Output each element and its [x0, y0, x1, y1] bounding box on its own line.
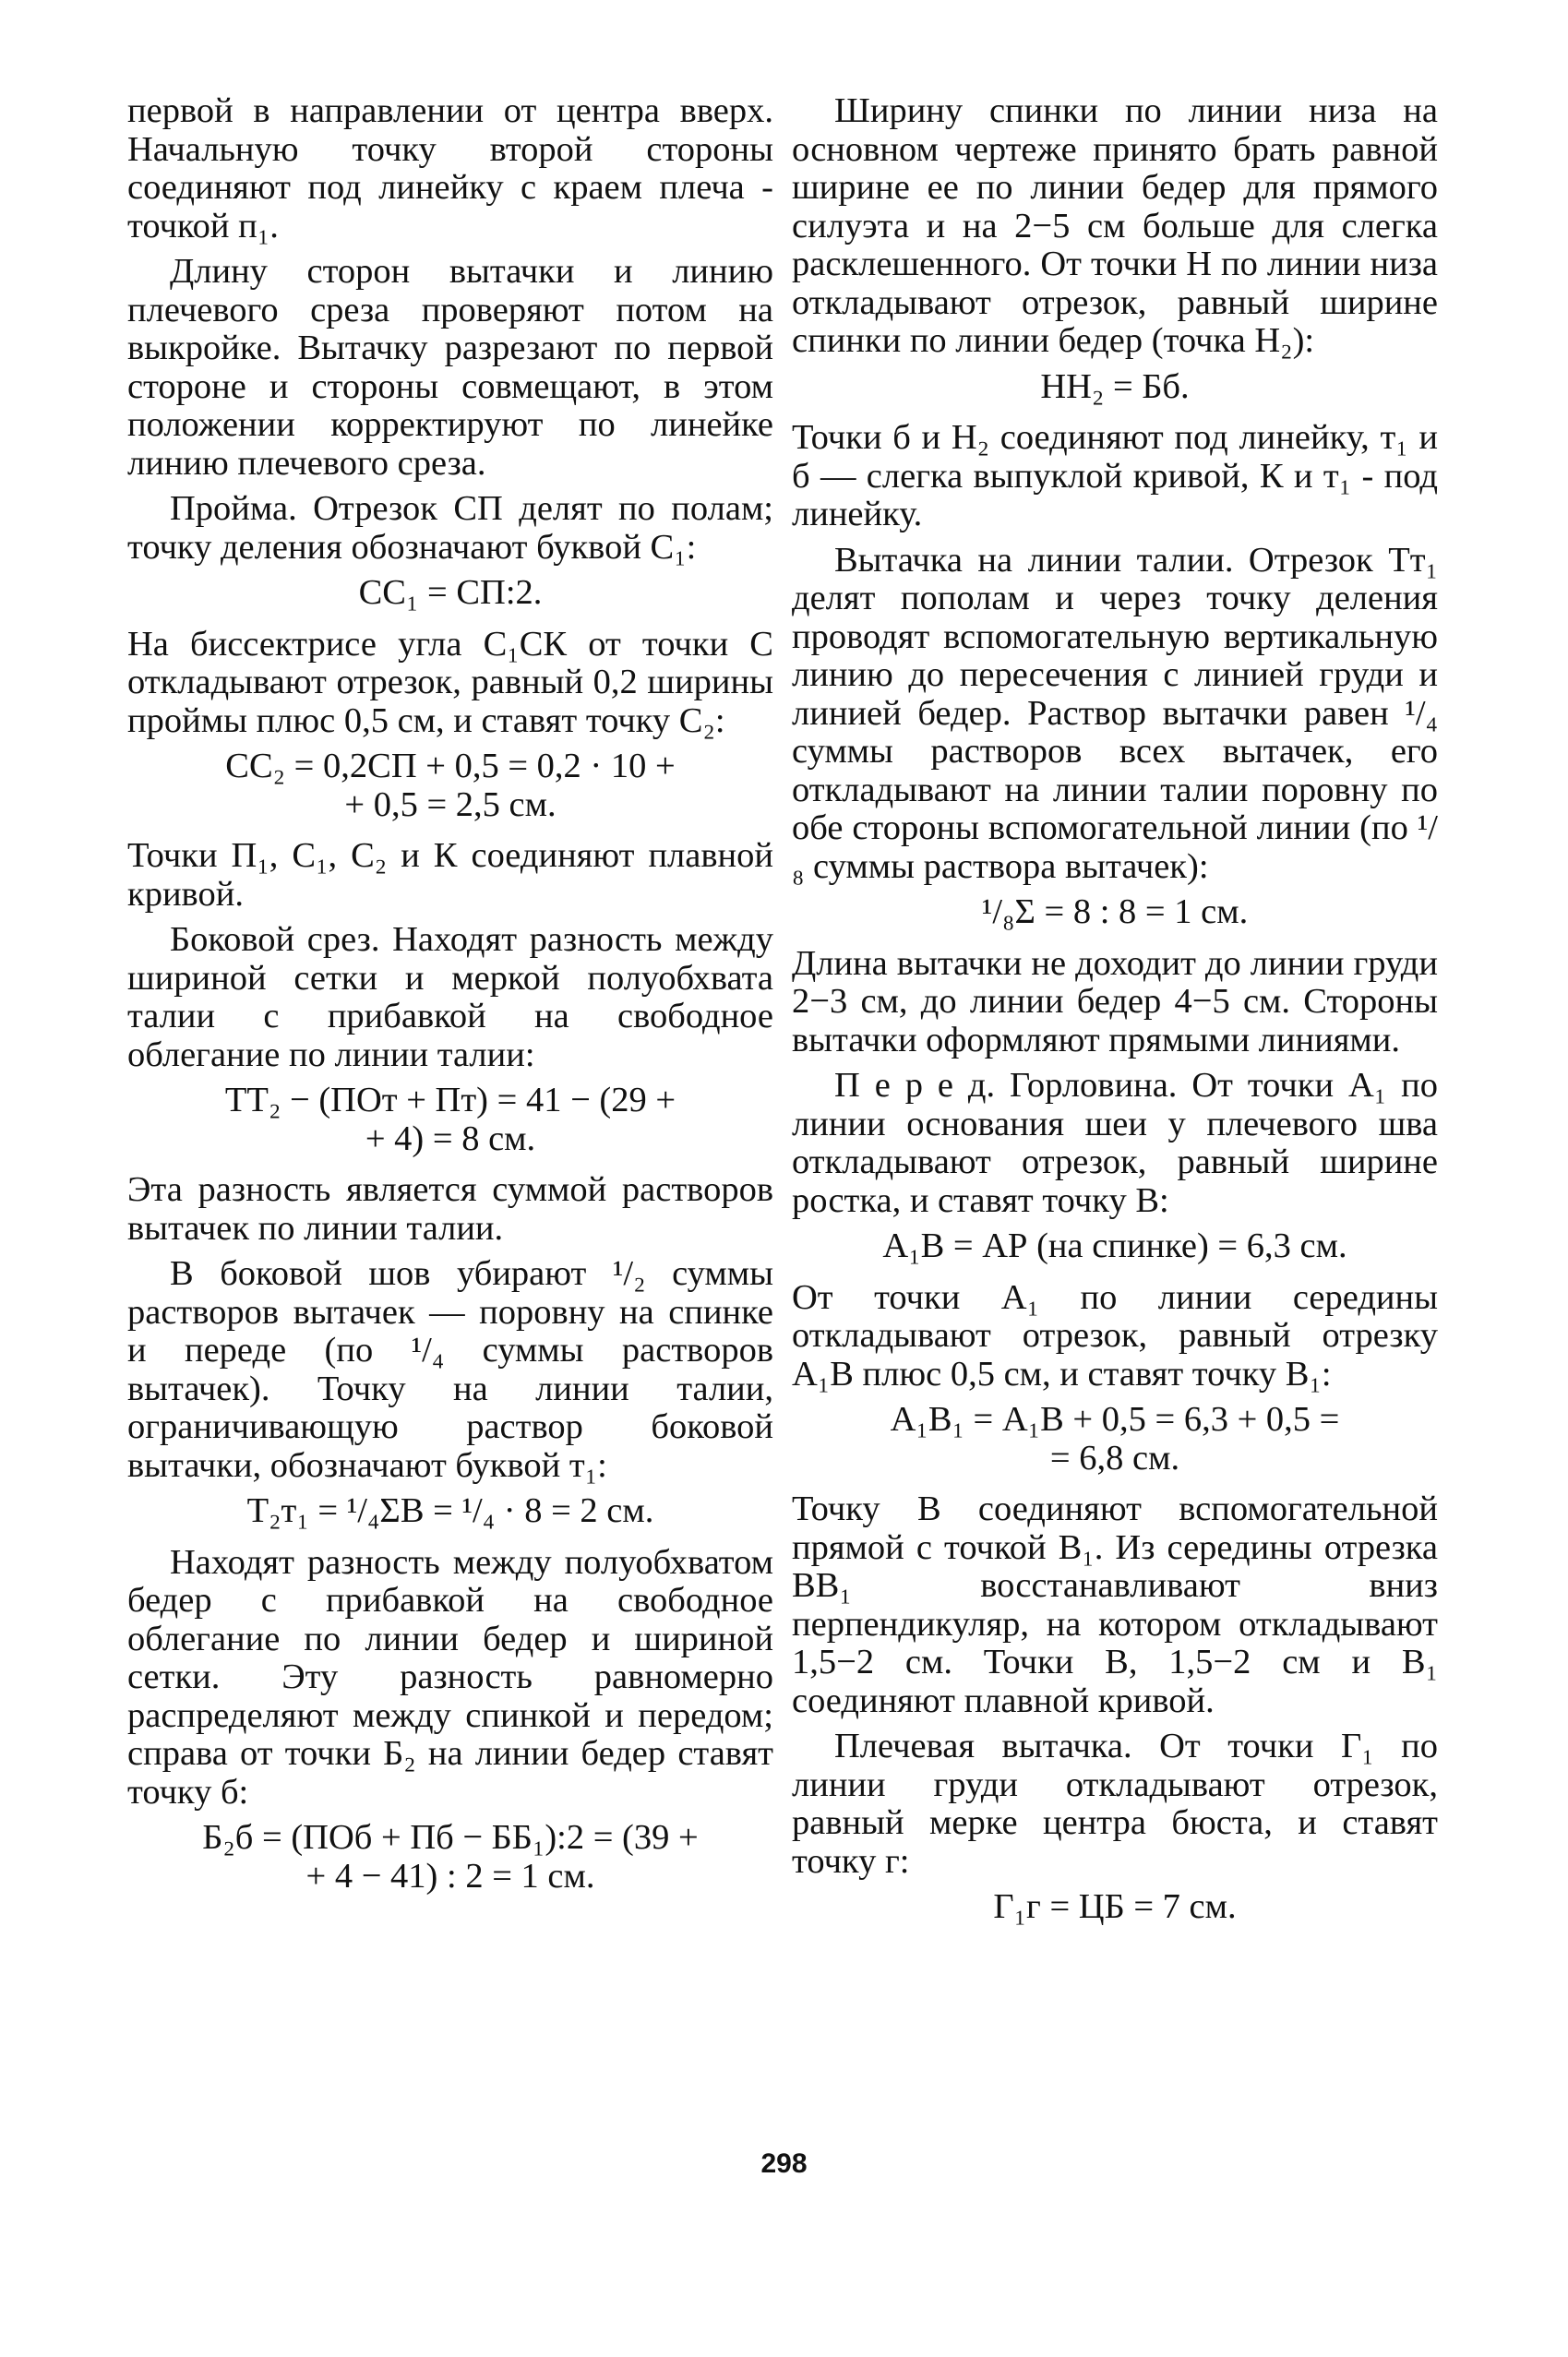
- formula: Б₂б = (ПОб + Пб − ББ₁):2 = (39 + + 4 − 41) : 2 = 1 см.: [202, 1818, 699, 1896]
- paragraph-vytachka-talii: Вытачка на линии талии. Отрезок Тт₁ делят пополам и через точку деления проводят вспомогательную вертикальную линию до пересечения с линией груди и линией бедер. Раствор вытачки равен ¹/₄ суммы растворов всех вытачек, его откладывают на линии талии поровну по обе стороны вспомогательной линии (по ¹/₈ суммы раствора вытачек):: [792, 540, 1438, 886]
- paragraph: Точки б и Н₂ соединяют под линейку, т₁ и б — слегка выпуклой кривой, К и т₁ - под линейку.: [792, 418, 1438, 533]
- right-column: [792, 92, 1438, 1940]
- paragraph: В боковой шов убирают ¹/₂ суммы растворов вытачек — поровну на спинке и переде (по ¹/₄ суммы растворов вытачек). Точку на линии талии, ограничивающую раствор боковой вытачки, обозначают буквой т₁:: [127, 1254, 773, 1485]
- formula: СС₂ = 0,2СП + 0,5 = 0,2 · 10 + + 0,5 = 2,5 см.: [225, 747, 676, 824]
- formula: А₁В = АР (на спинке) = 6,3 см.: [882, 1226, 1347, 1265]
- paragraph: От точки А₁ по линии середины откладывают отрезок, равный отрезку А₁В плюс 0,5 см, и ставят точку В₁:: [792, 1277, 1438, 1394]
- paragraph: Эта разность является суммой растворов вытачек по линии талии.: [127, 1170, 773, 1248]
- formula: А₁В₁ = А₁В + 0,5 = 6,3 + 0,5 = = 6,8 см.: [890, 1400, 1340, 1478]
- formula: СС₁ = СП:2.: [358, 573, 543, 612]
- paragraph: Длину сторон вытачки и линию плечевого среза проверяют потом на выкройке. Вытачку разрезают по первой стороне и стороны совмещают, в этом положении корректируют по линейке линию плечевого среза.: [127, 252, 773, 483]
- formula: ТТ₂ − (ПОт + Пт) = 41 − (29 + + 4) = 8 см.: [224, 1081, 676, 1158]
- formula: НН₂ = Бб.: [1040, 366, 1190, 406]
- formula: Т₂т₁ = ¹/₄ΣВ = ¹/₄ · 8 = 2 см.: [246, 1491, 654, 1530]
- paragraph: Точки П₁, С₁, С₂ и К соединяют плавной кривой.: [127, 836, 773, 914]
- paragraph: Находят разность между полуобхватом бедер с прибавкой на свободное облегание по линии бедер и шириной сетки. Эту разность равномерно распределяют между спинкой и передом; справа от точки Б₂ на линии бедер ставят точку б:: [127, 1542, 773, 1812]
- paragraph-plechevaya-vytachka: Плечевая вытачка. От точки Г₁ по линии груди откладывают отрезок, равный мерке центра бюста, и ставят точку г:: [792, 1727, 1438, 1881]
- paragraph: Ширину спинки по линии низа на основном чертеже принято брать равной ширине ее по линии бедер для прямого силуэта и на 2−5 см больше для слегка расклешенного. От точки Н по линии низа откладывают отрезок, равный ширине спинки по линии бедер (точка Н₂):: [792, 91, 1438, 360]
- paragraph: Точку В соединяют вспомогательной прямой с точкой В₁. Из середины отрезка ВВ₁ восстанавливают вниз перпендикуляр, на котором откладывают 1,5−2 см. Точки В, 1,5−2 см и В₁ соединяют плавной кривой.: [792, 1490, 1438, 1720]
- left-column: [127, 92, 773, 1908]
- paragraph: первой в направлении от центра вверх. Начальную точку второй стороны соединяют под линейку с краем плеча - точкой п₁.: [127, 91, 773, 245]
- paragraph-pered: П е р е д. Горловина. От точки А₁ по линии основания шеи у плечевого шва откладывают отрезок, равный ширине ростка, и ставят точку В:: [792, 1066, 1438, 1220]
- paragraph-proima: Пройма. Отрезок СП делят по полам; точку деления обозначают буквой С₁:: [127, 489, 773, 567]
- paragraph: На биссектрисе угла С₁СК от точки С откладывают отрезок, равный 0,2 ширины проймы плюс 0,5 см, и ставят точку С₂:: [127, 624, 773, 740]
- paragraph-bokovoi-srez: Боковой срез. Находят разность между шириной сетки и меркой полуобхвата талии с прибавкой на свободное облегание по линии талии:: [127, 920, 773, 1074]
- formula: Г₁г = ЦБ = 7 см.: [993, 1887, 1237, 1926]
- page-number: 298: [760, 2148, 808, 2179]
- paragraph: Длина вытачки не доходит до линии груди 2−3 см, до линии бедер 4−5 см. Стороны вытачки оформляют прямыми линиями.: [792, 943, 1438, 1059]
- formula: ¹/₈Σ = 8 : 8 = 1 см.: [981, 892, 1249, 931]
